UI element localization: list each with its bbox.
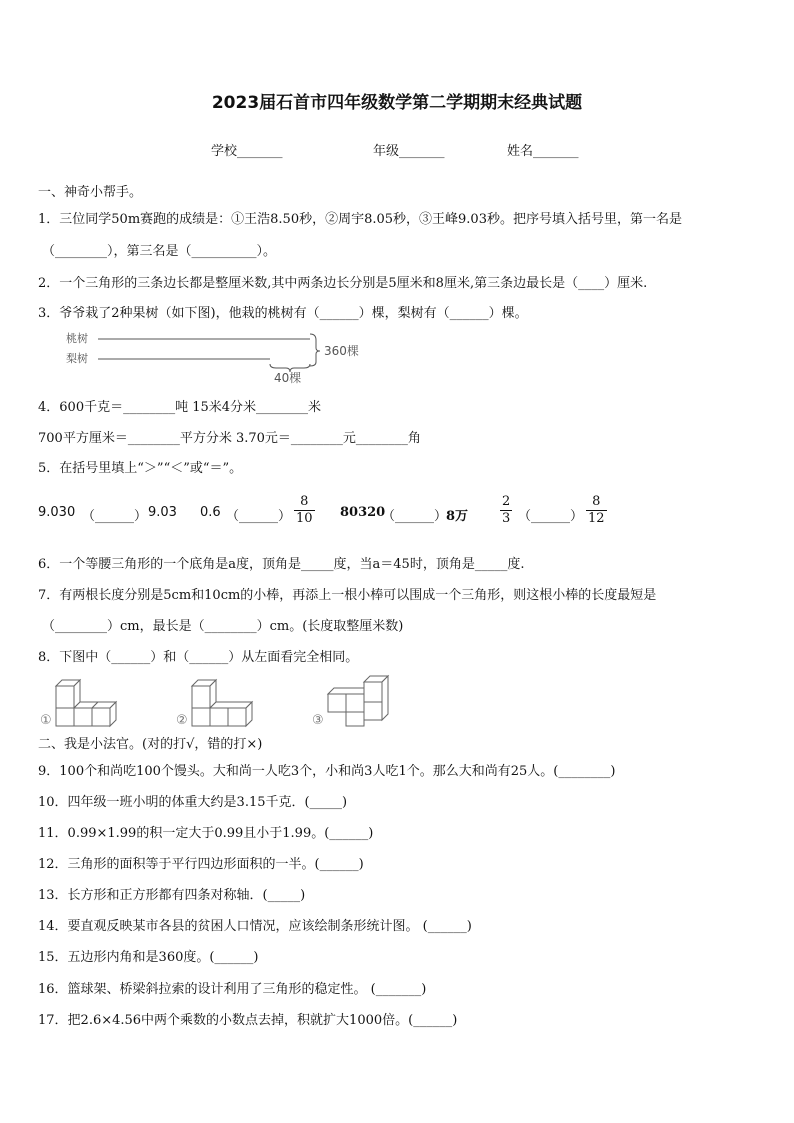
q5-a-left: 9.030 [38,505,76,520]
figure-1-label: ① [40,713,52,728]
total-brace [310,334,320,366]
q5-b-left: 0.6 [200,505,221,520]
q5-d-blank: （______） [518,509,584,524]
diff-label: 40棵 [274,371,302,384]
question-7-line-1: 7．有两根长度分别是5cm和10cm的小棒，再添上一根小棒可以围成一个三角形，则这根小棒的长度最短是 [38,588,657,603]
question-4-line-2: 700平方厘米＝________平方分米 3.70元＝________元________角 [38,431,421,446]
question-1-line-2: （________），第三名是（__________）。 [42,244,277,259]
question-10: 10．四年级一班小明的体重大约是3.15千克．(_____) [38,795,348,810]
q5-b-num: 8 [300,494,309,509]
q5-d-fraction-1 [500,494,512,527]
figure-3-cubes [328,676,388,726]
question-17: 17．把2.6×4.56中两个乘数的小数点去掉，积就扩大1000倍。(______) [38,1013,458,1028]
q5-b-den: 10 [296,511,313,526]
question-9: 9．100个和尚吃100个馒头。大和尚一人吃3个，小和尚3人吃1个。那么大和尚有25人。(________) [38,764,616,779]
question-13: 13．长方形和正方形都有四条对称轴．(_____) [38,888,306,903]
q5-c-right: 8万 [446,509,469,524]
figure-2-label: ② [176,713,188,728]
q5-b-blank: （______） [226,509,292,524]
q5-d-fraction-2 [586,494,607,527]
question-15: 15．五边形内角和是360度。(______) [38,950,259,965]
question-8: 8．下图中（______）和（______）从左面看完全相同。 [38,650,359,665]
q5-d-num: 2 [502,494,511,509]
name-field: 姓名_______ [507,144,579,159]
q5-c-blank: （______） [382,509,448,524]
page-title: 2023届石首市四年级数学第二学期期末经典试题 [211,93,583,113]
question-4-line-1: 4．600千克＝________吨 15米4分米________米 [38,400,322,415]
section-1-heading: 一、神奇小帮手。 [38,185,143,200]
peach-label: 桃树 [66,332,88,345]
question-11: 11．0.99×1.99的积一定大于0.99且小于1.99。(______) [38,826,374,841]
figure-3-label: ③ [312,713,324,728]
pear-label: 梨树 [66,352,88,365]
figure-2-cubes [192,680,252,726]
question-3: 3．爷爷栽了2种果树（如下图)，他栽的桃树有（______）棵，梨树有（______）棵。 [38,306,528,321]
q5-c-left: 80320 [340,505,386,520]
section-2-heading: 二、我是小法官。(对的打√，错的打×) [38,737,263,752]
question-1-line-1: 1．三位同学50m赛跑的成绩是：①王浩8.50秒，②周宇8.05秒，③王峰9.03秒。把序号填入括号里，第一名是 [38,212,682,227]
q5-d-den2: 12 [588,511,605,526]
q5-b-fraction [294,494,315,527]
figure-1-cubes [56,680,116,726]
question-14: 14．要直观反映某市各县的贫困人口情况，应该绘制条形统计图。 (______) [38,919,472,934]
fruit-tree-diagram [62,328,362,384]
grade-field: 年级_______ [373,144,445,159]
question-6: 6．一个等腰三角形的一个底角是a度，顶角是_____度，当a＝45时，顶角是_____度. [38,557,525,572]
question-12: 12．三角形的面积等于平行四边形面积的一半。(______) [38,857,364,872]
q5-d-num2: 8 [592,494,601,509]
question-5: 5．在括号里填上“＞”“＜”或“＝”。 [38,461,243,476]
question-16: 16．篮球架、桥梁斜拉索的设计利用了三角形的稳定性。 (_______) [38,982,427,997]
school-field: 学校_______ [211,144,283,159]
question-7-line-2: （________）cm，最长是（________）cm。(长度取整厘米数) [42,619,404,634]
q5-a-blank: （______） [82,509,148,524]
q5-a-right: 9.03 [148,505,177,520]
q5-d-den: 3 [502,511,511,526]
total-label: 360棵 [324,344,359,358]
question-2: 2．一个三角形的三条边长都是整厘米数,其中两条边长分别是5厘米和8厘米,第三条边最长是（____）厘米. [38,276,648,291]
cube-figures [38,672,408,728]
